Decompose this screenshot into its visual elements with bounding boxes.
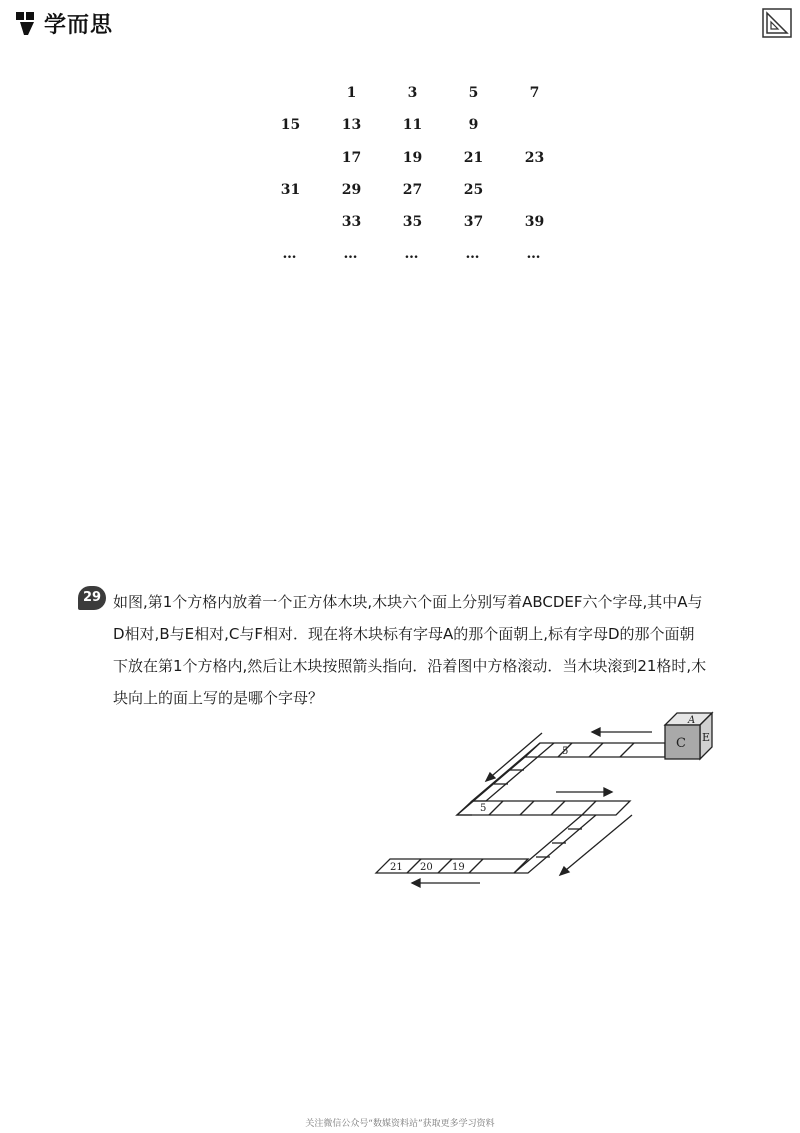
grid-cell: 7: [529, 85, 540, 101]
grid-cell: 15: [280, 117, 301, 134]
cell-label: 20: [420, 862, 433, 873]
grid-cell: 21: [463, 149, 484, 166]
cube-face-front: C: [676, 736, 686, 751]
problem-line: 下放在第1个方格内,然后让木块按照箭头指向．沿着图中方格滚动．当木块滚到21格时,木: [113, 657, 707, 675]
grid-cell: 3: [407, 85, 418, 101]
problem-line: D相对,B与E相对,C与F相对．现在将木块标有字母A的那个面朝上,标有字母D的那个面朝: [113, 625, 695, 643]
grid-cell: …: [343, 246, 360, 263]
rolling-cube-diagram: [360, 705, 730, 900]
grid-cell: 27: [402, 181, 423, 198]
grid-cell: 37: [463, 214, 484, 231]
grid-cell: …: [282, 246, 299, 263]
grid-cell: …: [465, 246, 482, 263]
grid-cell: 17: [341, 149, 362, 166]
grid-cell: [260, 80, 321, 112]
grid-cell: 35: [402, 214, 423, 231]
grid-cell: 31: [280, 181, 301, 198]
number-grid: [260, 80, 570, 274]
grid-cell: [504, 177, 565, 209]
logo-icon: [14, 9, 40, 37]
ruler-triangle-icon: [762, 8, 792, 38]
problem-29: [78, 586, 718, 714]
problem-number-badge: 29: [78, 586, 106, 610]
problem-line: 如图,第1个方格内放着一个正方体木块,木块六个面上分别写着ABCDEF六个字母,其中A与: [113, 593, 703, 611]
grid-cell: 9: [468, 117, 479, 134]
grid-cell: [504, 112, 565, 144]
brand-logo: [14, 8, 113, 38]
grid-cell: 11: [402, 117, 423, 134]
grid-cell: 25: [463, 181, 484, 198]
cube-face-top: A: [688, 715, 696, 726]
grid-cell: 39: [524, 214, 545, 231]
logo-text: 学而思: [44, 12, 114, 38]
cube-face-side: E: [702, 731, 711, 744]
grid-cell: 5: [468, 85, 479, 101]
grid-cell: 19: [402, 149, 423, 166]
problem-text: [113, 586, 718, 714]
footer-note: 关注微信公众号“数媒资料站”获取更多学习资料: [305, 1119, 495, 1129]
grid-cell: …: [404, 246, 421, 263]
cell-label: 5: [562, 746, 569, 757]
grid-cell: 29: [341, 181, 362, 198]
grid-cell: 1: [346, 85, 357, 101]
grid-cell: [260, 145, 321, 177]
grid-cell: 13: [341, 117, 362, 134]
cell-label: 5: [480, 803, 487, 814]
grid-cell: 33: [341, 214, 362, 231]
cell-label: 19: [452, 862, 465, 873]
cell-label: 21: [390, 862, 403, 873]
grid-cell: 23: [524, 149, 545, 166]
grid-cell: …: [526, 246, 543, 263]
grid-cell: [260, 209, 321, 241]
problem-line: 块向上的面上写的是哪个字母？: [113, 689, 324, 707]
